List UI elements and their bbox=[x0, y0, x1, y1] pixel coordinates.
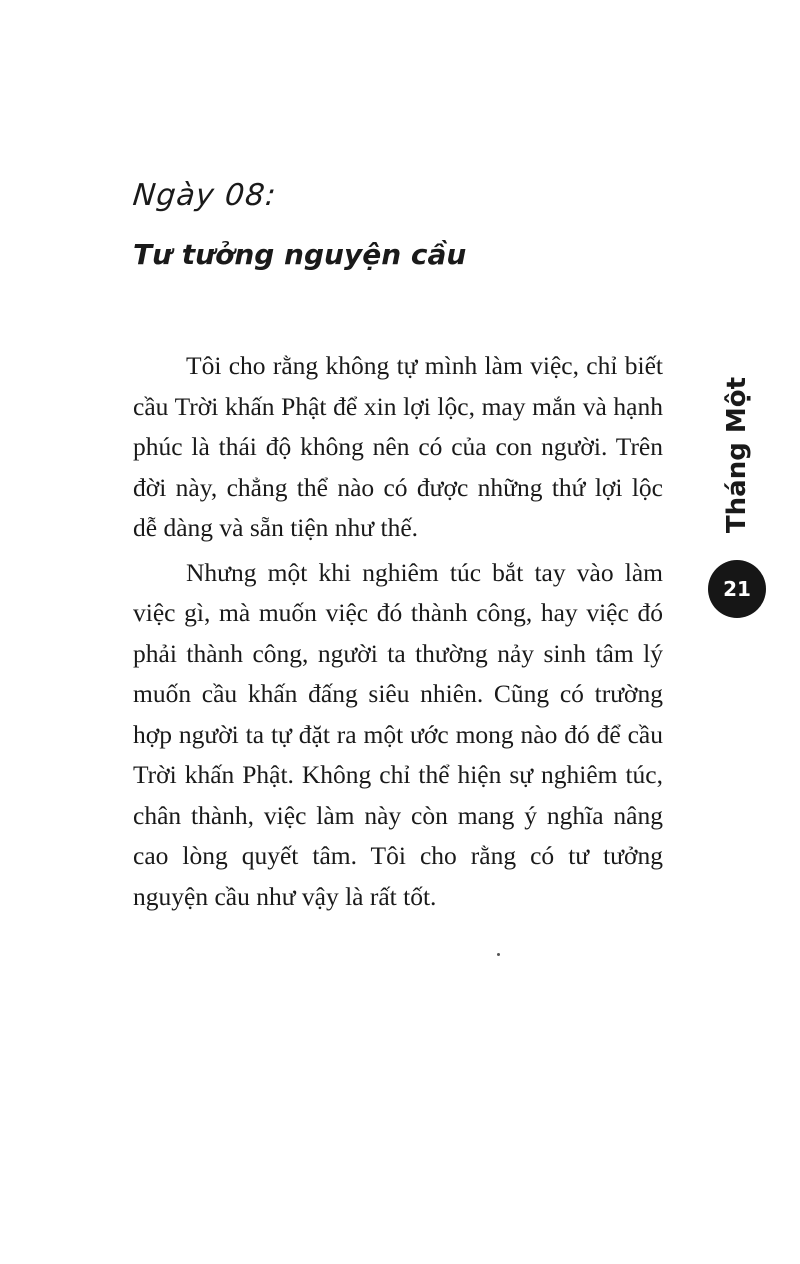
month-label: Tháng Một bbox=[722, 376, 753, 534]
page-number-badge bbox=[708, 560, 766, 618]
body-text bbox=[133, 346, 663, 921]
month-side-tab bbox=[712, 376, 762, 534]
section-title: Tư tưởng nguyện cầu bbox=[133, 238, 467, 271]
paragraph-2: Nhưng một khi nghiêm túc bắt tay vào làm việc gì, mà muốn việc đó thành công, hay việc đó phải thành công, người ta thường nảy sinh tâm lý muốn cầu khấn đấng siêu nhiên. Cũng có trường hợp người ta tự đặt ra một ước mong nào đó để cầu Trời khấn Phật. Không chỉ thể hiện sự nghiêm túc, chân thành, việc làm này còn mang ý nghĩa nâng cao lòng quyết tâm. Tôi cho rằng có tư tưởng nguyện cầu như vậy là rất tốt. bbox=[133, 557, 663, 911]
paragraph-1: Tôi cho rằng không tự mình làm việc, chỉ biết cầu Trời khấn Phật để xin lợi lộc, may mắn và hạnh phúc là thái độ không nên có của con người. Trên đời này, chẳng thể nào có được những thứ lợi lộc dễ dàng và sẵn tiện như thế. bbox=[133, 351, 663, 542]
day-label: Ngày 08: bbox=[131, 178, 279, 213]
page-number: 21 bbox=[723, 577, 751, 601]
stray-dot bbox=[497, 953, 500, 956]
